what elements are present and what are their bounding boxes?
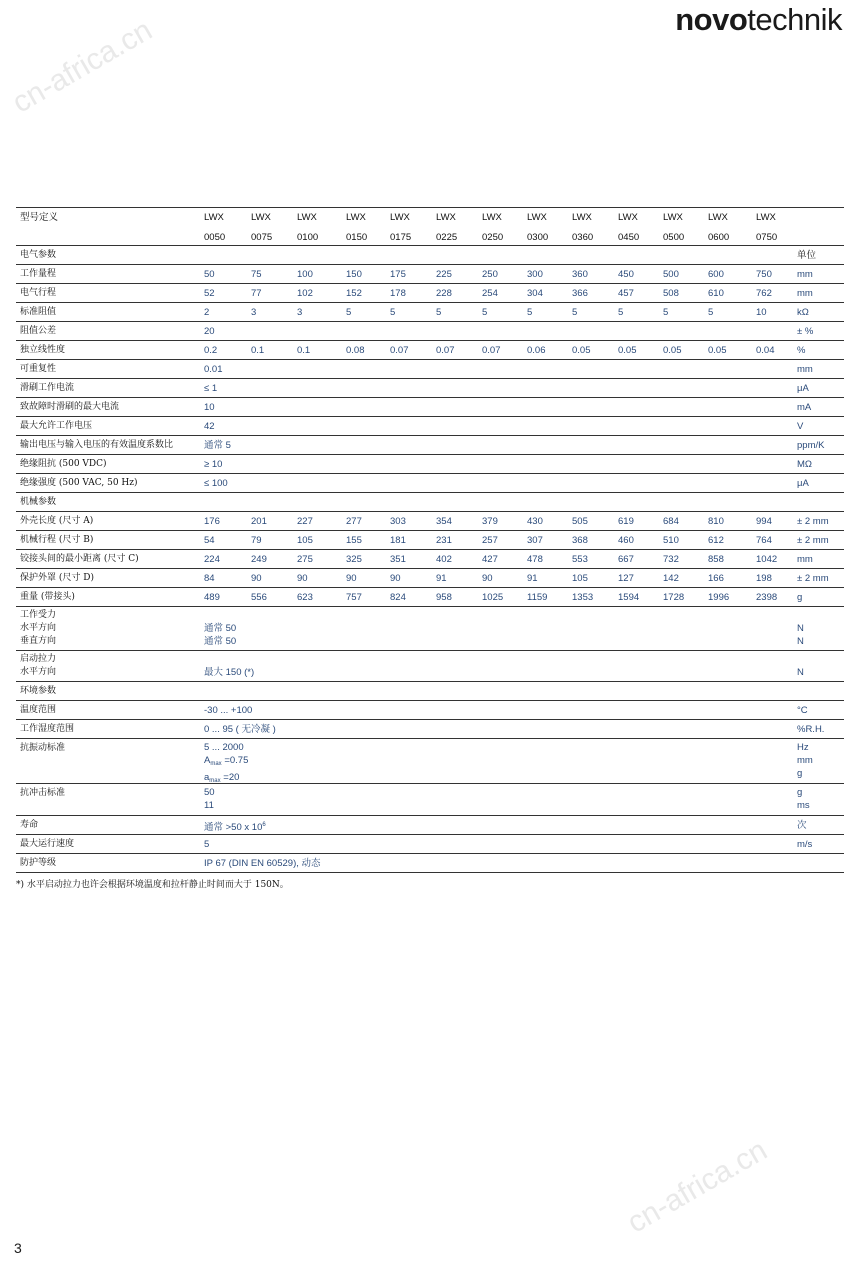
row-label: 电气行程: [20, 288, 57, 298]
row-label: 最大运行速度: [20, 839, 75, 849]
row-unit: mm: [797, 364, 813, 375]
model-prefix: LWX: [482, 212, 502, 223]
row-label: 标准阻值: [20, 307, 57, 317]
value-cell: 176: [204, 516, 220, 527]
value-cell: 5: [390, 307, 396, 318]
row-unit: ± 2 mm: [797, 516, 829, 527]
value-cell: 508: [663, 288, 679, 299]
row-value: 0 ... 95 ( 无冷凝 ): [204, 724, 276, 735]
value-cell: 84: [204, 573, 215, 584]
row-label: 保护外罩 (尺寸 D): [20, 573, 94, 583]
value-cell: 402: [436, 554, 452, 565]
row-value: 50 11: [204, 787, 215, 811]
value-cell: 275: [297, 554, 313, 565]
row-value: 通常 >50 x $10^6$: [204, 822, 266, 833]
value-cell: 553: [572, 554, 588, 565]
model-prefix: LWX: [436, 212, 456, 223]
value-cell: 0.2: [204, 345, 218, 356]
value-cell: 764: [756, 535, 772, 546]
value-cell: 556: [251, 592, 267, 603]
value-cell: 430: [527, 516, 543, 527]
value-cell: 1353: [572, 592, 594, 603]
model-number: 0450: [618, 232, 640, 243]
value-cell: 762: [756, 288, 772, 299]
value-cell: 5: [527, 307, 533, 318]
value-cell: 623: [297, 592, 313, 603]
row-weight: [16, 588, 844, 607]
section-mechanical: [16, 493, 844, 512]
row-unit: mm: [797, 288, 813, 299]
value-cell: 105: [572, 573, 588, 584]
row-shock: [16, 784, 844, 816]
row-unit: mm: [797, 554, 813, 565]
model-prefix: LWX: [346, 212, 366, 223]
row-label: 抗振动标准: [20, 743, 66, 753]
row-value: 通常 50 通常 50: [204, 623, 237, 647]
value-cell: 178: [390, 288, 406, 299]
model-prefix: LWX: [756, 212, 776, 223]
row-label: 独立线性度: [20, 345, 66, 355]
value-cell: 5: [663, 307, 669, 318]
value-cell: 50: [204, 269, 215, 280]
value-cell: 201: [251, 516, 267, 527]
model-header-row: [16, 207, 844, 246]
row-temp-coefficient: [16, 436, 844, 455]
row-working-stroke: [16, 265, 844, 284]
row-vibration: [16, 739, 844, 784]
row-unit: mA: [797, 402, 812, 413]
value-cell: 224: [204, 554, 220, 565]
row-value: 5 ... 2000 $A_{max} =0.75$ $a_{max} =20$: [204, 742, 249, 784]
row-unit: mm: [797, 269, 813, 280]
model-prefix: LWX: [251, 212, 271, 223]
value-cell: 0.1: [297, 345, 311, 356]
value-cell: 1042: [756, 554, 778, 565]
value-cell: 619: [618, 516, 634, 527]
section-environment: [16, 682, 844, 701]
row-unit: ± 2 mm: [797, 573, 829, 584]
model-label: 型号定义: [20, 212, 59, 223]
row-value: 最大 150 (*): [204, 667, 255, 678]
value-cell: 684: [663, 516, 679, 527]
model-prefix: LWX: [708, 212, 728, 223]
row-label: 阻值公差: [20, 326, 57, 336]
row-housing-length: [16, 512, 844, 531]
row-label: 铰接头间的最小距离 (尺寸 C): [20, 554, 139, 564]
row-label: 机械行程 (尺寸 B): [20, 535, 94, 545]
section-title: 电气参数: [20, 250, 57, 260]
value-cell: 257: [482, 535, 498, 546]
value-cell: 0.05: [663, 345, 682, 356]
value-cell: 994: [756, 516, 772, 527]
value-cell: 52: [204, 288, 215, 299]
row-protection-class: [16, 854, 844, 873]
row-unit: N N: [797, 623, 804, 647]
model-number: 0100: [297, 232, 319, 243]
value-cell: 351: [390, 554, 406, 565]
value-cell: 304: [527, 288, 543, 299]
row-unit: g: [797, 592, 803, 603]
value-cell: 225: [436, 269, 452, 280]
row-life: [16, 816, 844, 835]
row-label: 滑刷工作电流: [20, 383, 75, 393]
row-value: ≤ 1: [204, 383, 218, 394]
row-label: 寿命: [20, 820, 39, 830]
value-cell: 5: [436, 307, 442, 318]
row-value: 0.01: [204, 364, 223, 375]
value-cell: 354: [436, 516, 452, 527]
footnote: *) 水平启动拉力也许会根据环境温度和拉杆静止时间而大于 150N。: [16, 880, 289, 890]
value-cell: 0.05: [618, 345, 637, 356]
row-unit: ppm/K: [797, 440, 825, 451]
row-max-voltage: [16, 417, 844, 436]
watermark: cn-africa.cn: [621, 1133, 773, 1240]
value-cell: 450: [618, 269, 634, 280]
row-unit: Hz mm g: [797, 742, 813, 779]
value-cell: 0.1: [251, 345, 265, 356]
row-min-distance: [16, 550, 844, 569]
row-linearity: [16, 341, 844, 360]
novotechnik-logo: novotechnik: [675, 2, 842, 37]
row-value: 20: [204, 326, 215, 337]
page-number: 3: [14, 1240, 22, 1256]
row-value: 5: [204, 839, 210, 850]
value-cell: 612: [708, 535, 724, 546]
model-number: 0150: [346, 232, 368, 243]
model-number: 0360: [572, 232, 594, 243]
value-cell: 90: [482, 573, 493, 584]
value-cell: 1159: [527, 592, 548, 603]
value-cell: 5: [572, 307, 578, 318]
value-cell: 489: [204, 592, 220, 603]
row-unit: %: [797, 345, 806, 356]
model-number: 0175: [390, 232, 412, 243]
model-number: 0075: [251, 232, 273, 243]
row-label: 致故障时滑刷的最大电流: [20, 402, 120, 412]
value-cell: 142: [663, 573, 679, 584]
row-value: -30 ... +100: [204, 705, 253, 716]
row-value: IP 67 (DIN EN 60529), 动态: [204, 858, 321, 869]
value-cell: 427: [482, 554, 498, 565]
value-cell: 3: [251, 307, 257, 318]
value-cell: 79: [251, 535, 262, 546]
value-cell: 5: [708, 307, 714, 318]
row-unit: MΩ: [797, 459, 813, 470]
value-cell: 366: [572, 288, 588, 299]
model-number: 0250: [482, 232, 504, 243]
value-cell: 510: [663, 535, 679, 546]
value-cell: 2: [204, 307, 210, 318]
row-label: 输出电压与输入电压的有效温度系数比: [20, 440, 174, 450]
value-cell: 379: [482, 516, 498, 527]
row-unit: V: [797, 421, 804, 432]
row-repeatability: [16, 360, 844, 379]
value-cell: 250: [482, 269, 498, 280]
value-cell: 100: [297, 269, 313, 280]
value-cell: 1728: [663, 592, 685, 603]
model-number: 0300: [527, 232, 549, 243]
value-cell: 500: [663, 269, 679, 280]
row-label: 启动拉力 水平方向: [20, 654, 57, 677]
value-cell: 300: [527, 269, 543, 280]
model-prefix: LWX: [618, 212, 638, 223]
value-cell: 175: [390, 269, 406, 280]
model-prefix: LWX: [527, 212, 547, 223]
value-cell: 478: [527, 554, 543, 565]
row-unit: m/s: [797, 839, 813, 850]
model-prefix: LWX: [297, 212, 317, 223]
model-number: 0750: [756, 232, 778, 243]
row-unit: μA: [797, 383, 809, 394]
row-label: 抗冲击标准: [20, 788, 66, 798]
value-cell: 368: [572, 535, 588, 546]
row-unit: ± %: [797, 326, 814, 337]
value-cell: 757: [346, 592, 362, 603]
value-cell: 105: [297, 535, 313, 546]
value-cell: 90: [346, 573, 357, 584]
model-prefix: LWX: [390, 212, 410, 223]
value-cell: 90: [390, 573, 401, 584]
value-cell: 0.06: [527, 345, 546, 356]
value-cell: 810: [708, 516, 724, 527]
row-label: 可重复性: [20, 364, 57, 374]
value-cell: 1996: [708, 592, 730, 603]
row-label: 工作量程: [20, 269, 57, 279]
value-cell: 5: [618, 307, 624, 318]
row-unit: g ms: [797, 787, 810, 811]
model-number: 0225: [436, 232, 458, 243]
row-label: 工作受力 水平方向 垂直方向: [20, 610, 57, 646]
model-number: 0500: [663, 232, 685, 243]
unit-header: 单位: [797, 250, 817, 261]
row-wiper-max-current: [16, 398, 844, 417]
row-protective-cover: [16, 569, 844, 588]
row-insulation-resistance: [16, 455, 844, 474]
value-cell: 75: [251, 269, 262, 280]
value-cell: 181: [390, 535, 406, 546]
value-cell: 155: [346, 535, 362, 546]
row-label: 最大允许工作电压: [20, 421, 93, 431]
value-cell: 325: [346, 554, 362, 565]
value-cell: 249: [251, 554, 267, 565]
value-cell: 958: [436, 592, 452, 603]
value-cell: 858: [708, 554, 724, 565]
value-cell: 254: [482, 288, 498, 299]
value-cell: 90: [251, 573, 262, 584]
row-unit: %R.H.: [797, 724, 825, 735]
value-cell: 457: [618, 288, 634, 299]
row-label: 重量 (带接头): [20, 592, 75, 602]
value-cell: 127: [618, 573, 634, 584]
value-cell: 5: [346, 307, 352, 318]
value-cell: 227: [297, 516, 313, 527]
model-prefix: LWX: [572, 212, 592, 223]
row-unit: μA: [797, 478, 809, 489]
row-unit: °C: [797, 705, 808, 716]
row-label: 防护等级: [20, 858, 57, 868]
row-value: ≥ 10: [204, 459, 223, 470]
value-cell: 600: [708, 269, 724, 280]
row-resistance: [16, 303, 844, 322]
section-title: 环境参数: [20, 686, 57, 696]
row-temperature: [16, 701, 844, 720]
value-cell: 505: [572, 516, 588, 527]
row-label: 工作湿度范围: [20, 724, 75, 734]
model-number: 0050: [204, 232, 226, 243]
value-cell: 0.07: [482, 345, 501, 356]
value-cell: 228: [436, 288, 452, 299]
value-cell: 750: [756, 269, 772, 280]
value-cell: 91: [527, 573, 538, 584]
value-cell: 460: [618, 535, 634, 546]
value-cell: 77: [251, 288, 262, 299]
row-value: 42: [204, 421, 215, 432]
value-cell: 667: [618, 554, 634, 565]
value-cell: 307: [527, 535, 543, 546]
row-tolerance: [16, 322, 844, 341]
value-cell: 91: [436, 573, 447, 584]
row-electrical-stroke: [16, 284, 844, 303]
row-unit: 次: [797, 820, 807, 831]
row-value: 10: [204, 402, 215, 413]
row-label: 绝缘强度 (500 VAC, 50 Hz): [20, 478, 138, 488]
value-cell: 166: [708, 573, 724, 584]
row-breakaway-force: [16, 651, 844, 682]
row-wiper-current: [16, 379, 844, 398]
value-cell: 198: [756, 573, 772, 584]
value-cell: 0.08: [346, 345, 365, 356]
value-cell: 303: [390, 516, 406, 527]
model-prefix: LWX: [204, 212, 224, 223]
value-cell: 0.07: [436, 345, 455, 356]
value-cell: 90: [297, 573, 308, 584]
row-label: 绝缘阻抗 (500 VDC): [20, 459, 107, 469]
value-cell: 1025: [482, 592, 504, 603]
row-unit: kΩ: [797, 307, 809, 318]
value-cell: 0.05: [708, 345, 727, 356]
specification-table: [16, 207, 844, 873]
value-cell: 102: [297, 288, 313, 299]
section-title: 机械参数: [20, 497, 57, 507]
value-cell: 0.05: [572, 345, 591, 356]
value-cell: 732: [663, 554, 679, 565]
value-cell: 54: [204, 535, 215, 546]
row-humidity: [16, 720, 844, 739]
row-value: 通常 5: [204, 440, 231, 451]
model-number: 0600: [708, 232, 730, 243]
value-cell: 0.04: [756, 345, 775, 356]
value-cell: 3: [297, 307, 303, 318]
value-cell: 610: [708, 288, 724, 299]
value-cell: 5: [482, 307, 488, 318]
value-cell: 360: [572, 269, 588, 280]
value-cell: 150: [346, 269, 362, 280]
value-cell: 1594: [618, 592, 640, 603]
row-operating-force: [16, 607, 844, 651]
row-value: ≤ 100: [204, 478, 228, 489]
row-unit: N: [797, 667, 804, 678]
model-prefix: LWX: [663, 212, 683, 223]
section-electrical: [16, 246, 844, 265]
value-cell: 231: [436, 535, 452, 546]
value-cell: 277: [346, 516, 362, 527]
value-cell: 824: [390, 592, 406, 603]
row-unit: ± 2 mm: [797, 535, 829, 546]
row-label: 外壳长度 (尺寸 A): [20, 516, 94, 526]
row-dielectric-strength: [16, 474, 844, 493]
row-label: 温度范围: [20, 705, 57, 715]
watermark: cn-africa.cn: [6, 13, 158, 120]
value-cell: 10: [756, 307, 767, 318]
value-cell: 2398: [756, 592, 778, 603]
row-max-speed: [16, 835, 844, 854]
row-mechanical-stroke: [16, 531, 844, 550]
value-cell: 152: [346, 288, 362, 299]
value-cell: 0.07: [390, 345, 409, 356]
